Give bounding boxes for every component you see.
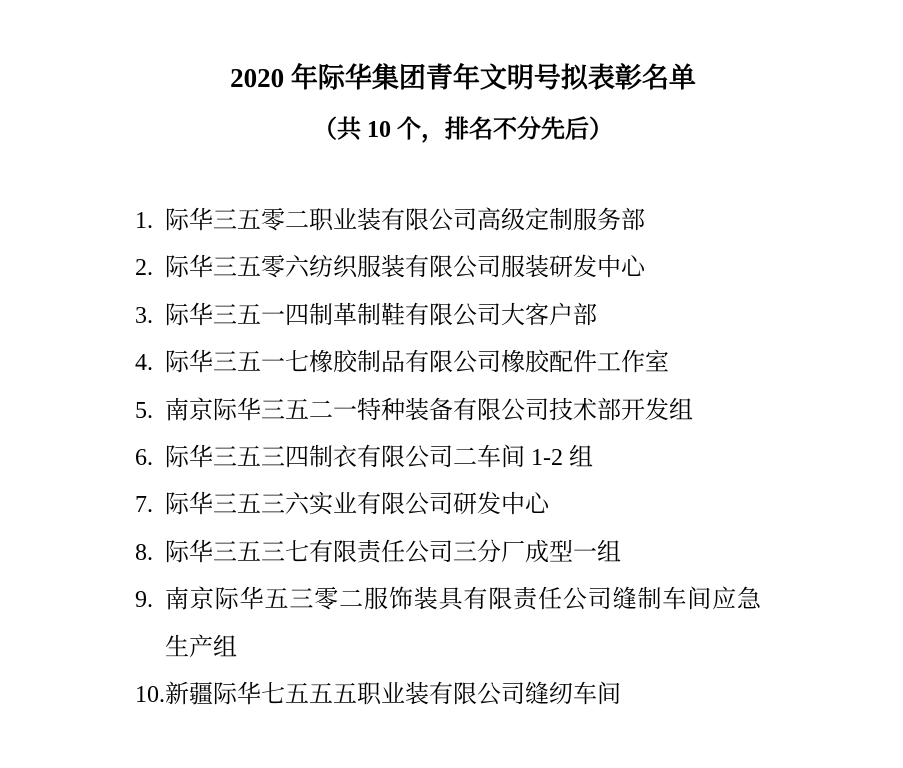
list-item-number: 7.	[135, 492, 153, 519]
commendation-list	[135, 198, 791, 719]
list-item-number: 2.	[135, 255, 153, 282]
list-item	[135, 435, 791, 482]
list-item-number: 1.	[135, 208, 153, 234]
list-item-text: 际华三五零二职业装有限公司高级定制服务部	[165, 208, 645, 234]
list-item	[135, 672, 791, 719]
list-item	[135, 293, 791, 340]
list-item-text: 新疆际华七五五五职业装有限公司缝纫车间	[165, 682, 621, 709]
list-item	[135, 245, 791, 292]
document-subtitle: （共 10 个，排名不分先后）	[313, 117, 613, 143]
list-item-text: 际华三五三四制衣有限公司二车间 1-2 组	[165, 445, 593, 472]
list-item-text: 际华三五三七有限责任公司三分厂成型一组	[165, 539, 621, 566]
list-item-text: 际华三五一七橡胶制品有限公司橡胶配件工作室	[165, 350, 669, 377]
list-item	[135, 388, 791, 435]
list-item	[135, 530, 791, 577]
list-item-text: 南京际华三五二一特种装备有限公司技术部开发组	[165, 397, 693, 424]
list-item-number: 9.	[135, 587, 153, 614]
list-item-number: 5.	[135, 397, 153, 424]
list-item-text: 南京际华五三零二服饰装具有限责任公司缝制车间应急生产组	[165, 587, 761, 661]
list-item-number: 6.	[135, 445, 153, 472]
list-item-number: 8.	[135, 539, 153, 566]
document-page	[135, 0, 791, 768]
list-item	[135, 577, 791, 672]
list-item-text: 际华三五一四制革制鞋有限公司大客户部	[165, 302, 597, 329]
list-item-text: 际华三五三六实业有限公司研发中心	[165, 492, 549, 519]
list-item-number: 3.	[135, 302, 153, 329]
list-item	[135, 340, 791, 387]
list-item	[135, 482, 791, 529]
list-item	[135, 198, 791, 245]
document-title: 2020 年际华集团青年文明号拟表彰名单	[230, 63, 696, 93]
list-item-number: 4.	[135, 350, 153, 377]
list-item-text: 际华三五零六纺织服装有限公司服装研发中心	[165, 255, 645, 282]
list-item-number: 10.	[135, 682, 165, 709]
